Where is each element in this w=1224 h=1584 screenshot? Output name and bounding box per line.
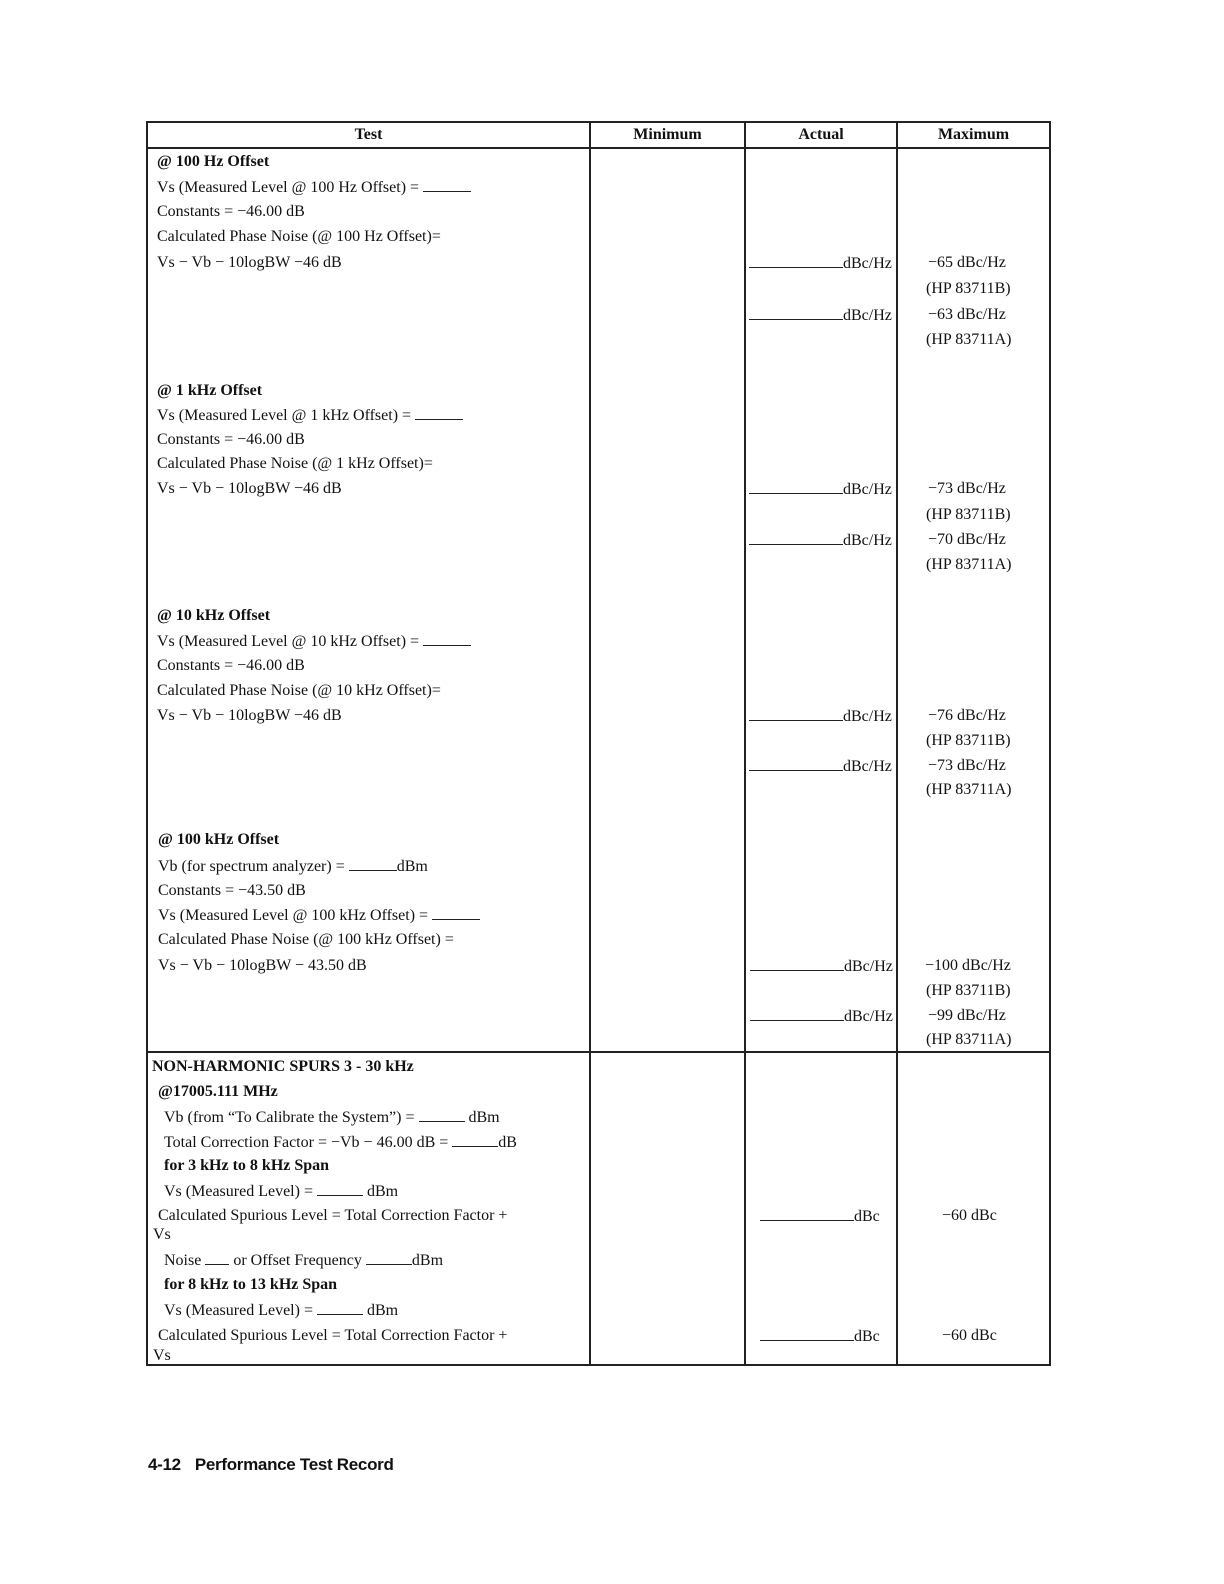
- measured-level-line: Vs (Measured Level @ 100 kHz Offset) =: [158, 905, 480, 926]
- max-value: −60 dBc: [942, 1327, 997, 1344]
- actual-entry: dBc: [760, 1206, 880, 1227]
- model-label: (HP 83711A): [926, 781, 1012, 798]
- model-label: (HP 83711B): [926, 982, 1011, 999]
- measured-level-line: Vs (Measured Level) = dBm: [164, 1183, 399, 1200]
- measured-level-line: Vs (Measured Level @ 10 kHz Offset) =: [157, 631, 471, 652]
- noise-line: Noise or Offset Frequency dBm: [164, 1252, 444, 1269]
- section-divider: [148, 1051, 1049, 1053]
- calc-spurious-line-cont: Vs: [153, 1347, 171, 1364]
- section-title-100khz: @ 100 kHz Offset: [158, 831, 280, 848]
- max-value: −73 dBc/Hz: [928, 480, 1006, 497]
- max-value: −60 dBc: [942, 1207, 997, 1224]
- actual-entry: dBc/Hz: [750, 1006, 893, 1027]
- section-title-100hz: @ 100 Hz Offset: [157, 153, 270, 170]
- header-minimum: Minimum: [633, 126, 702, 143]
- calc-phase-noise-line: Calculated Phase Noise (@ 100 kHz Offset) =: [158, 931, 454, 948]
- header-test: Test: [354, 126, 383, 143]
- model-label: (HP 83711B): [926, 280, 1011, 297]
- column-divider: [896, 123, 898, 1364]
- max-value: −76 dBc/Hz: [928, 707, 1006, 724]
- formula-line: Vs − Vb − 10logBW −46 dB: [157, 707, 342, 724]
- constants-line: Constants = −46.00 dB: [157, 657, 305, 674]
- header-maximum: Maximum: [937, 126, 1010, 143]
- actual-entry: dBc/Hz: [749, 253, 892, 274]
- vb-line: Vb (from “To Calibrate the System”) = dBm: [164, 1109, 500, 1126]
- column-divider: [744, 123, 746, 1364]
- actual-entry: dBc: [760, 1326, 880, 1347]
- span-label-1: for 3 kHz to 8 kHz Span: [164, 1157, 330, 1174]
- header-row-divider: [148, 147, 1049, 149]
- model-label: (HP 83711A): [926, 331, 1012, 348]
- constants-line: Constants = −46.00 dB: [157, 203, 305, 220]
- measured-level-line: Vs (Measured Level @ 100 Hz Offset) =: [157, 177, 471, 198]
- formula-line: Vs − Vb − 10logBW −46 dB: [157, 254, 342, 271]
- spurs-title: NON-HARMONIC SPURS 3 - 30 kHz: [152, 1058, 414, 1075]
- total-correction-line: Total Correction Factor = −Vb − 46.00 dB = dB: [164, 1134, 517, 1151]
- calc-spurious-line-cont: Vs: [153, 1226, 171, 1243]
- actual-entry: dBc/Hz: [749, 706, 892, 727]
- calc-spurious-line: Calculated Spurious Level = Total Correction Factor +: [158, 1327, 508, 1344]
- formula-line: Vs − Vb − 10logBW −46 dB: [157, 480, 342, 497]
- actual-entry: dBc/Hz: [749, 756, 892, 777]
- actual-entry: dBc/Hz: [749, 479, 892, 500]
- max-value: −73 dBc/Hz: [928, 757, 1006, 774]
- max-value: −100 dBc/Hz: [925, 957, 1011, 974]
- section-title-1khz: @ 1 kHz Offset: [157, 382, 263, 399]
- footer-title: Performance Test Record: [194, 1455, 394, 1474]
- spurs-frequency: @17005.111 MHz: [158, 1083, 278, 1100]
- model-label: (HP 83711B): [926, 506, 1011, 523]
- page-number: 4-12: [148, 1455, 181, 1474]
- span-label-2: for 8 kHz to 13 kHz Span: [164, 1276, 338, 1293]
- actual-entry: dBc/Hz: [749, 530, 892, 551]
- model-label: (HP 83711A): [926, 556, 1012, 573]
- column-divider: [589, 123, 591, 1364]
- model-label: (HP 83711B): [926, 732, 1011, 749]
- vb-line: Vb (for spectrum analyzer) = dBm: [158, 858, 428, 875]
- actual-entry: dBc/Hz: [749, 305, 892, 326]
- constants-line: Constants = −46.00 dB: [157, 431, 305, 448]
- formula-line: Vs − Vb − 10logBW − 43.50 dB: [158, 957, 367, 974]
- model-label: (HP 83711A): [926, 1031, 1012, 1048]
- header-actual: Actual: [798, 126, 844, 143]
- performance-test-table: [146, 121, 1051, 1366]
- section-title-10khz: @ 10 kHz Offset: [157, 607, 271, 624]
- calc-spurious-line: Calculated Spurious Level = Total Correction Factor +: [158, 1207, 508, 1224]
- max-value: −65 dBc/Hz: [928, 254, 1006, 271]
- actual-entry: dBc/Hz: [750, 956, 893, 977]
- measured-level-line: Vs (Measured Level) = dBm: [164, 1302, 399, 1319]
- page-footer: [148, 1455, 408, 1475]
- measured-level-line: Vs (Measured Level @ 1 kHz Offset) =: [157, 405, 463, 426]
- max-value: −63 dBc/Hz: [928, 306, 1006, 323]
- calc-phase-noise-line: Calculated Phase Noise (@ 100 Hz Offset)=: [157, 228, 441, 245]
- calc-phase-noise-line: Calculated Phase Noise (@ 10 kHz Offset)=: [157, 682, 441, 699]
- max-value: −99 dBc/Hz: [928, 1007, 1006, 1024]
- calc-phase-noise-line: Calculated Phase Noise (@ 1 kHz Offset)=: [157, 455, 433, 472]
- constants-line: Constants = −43.50 dB: [158, 882, 306, 899]
- max-value: −70 dBc/Hz: [928, 531, 1006, 548]
